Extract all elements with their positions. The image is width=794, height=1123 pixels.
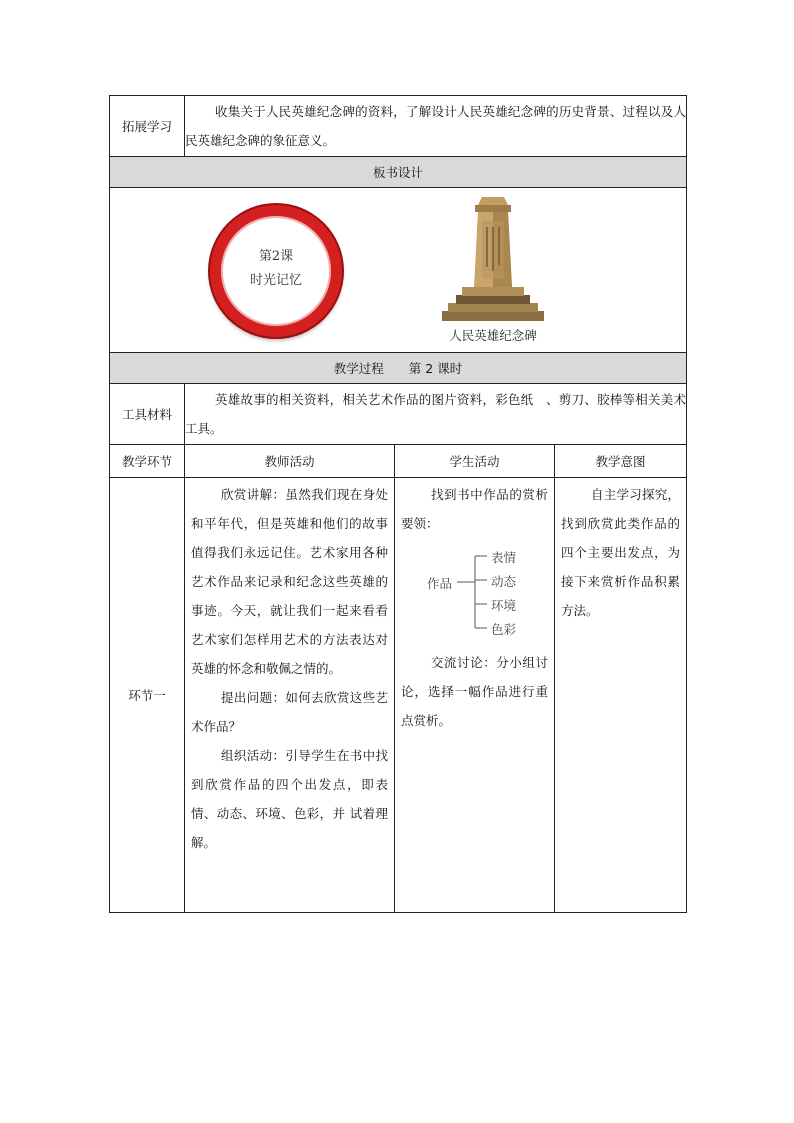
monument-caption: 人民英雄纪念碑 xyxy=(449,328,537,343)
lesson-plan-table xyxy=(109,95,687,913)
teacher-paragraph-3: 组织活动：引导学生在书中找到欣赏作品的四个出发点，即表情、动态、环境、色彩，并 试着理解。 xyxy=(191,748,388,850)
ring-line-2: 时光记忆 xyxy=(249,273,302,288)
stage-row xyxy=(110,478,687,913)
column-header-teacher: 教师活动 xyxy=(185,445,395,478)
diagram-item-expression: 表情 xyxy=(491,550,517,565)
student-paragraph-1: 找到书中作品的赏析要领： xyxy=(401,487,548,531)
tools-label: 工具材料 xyxy=(110,384,185,445)
teacher-paragraph-2: 提出问题：如何去欣赏这些艺术作品？ xyxy=(191,690,388,734)
student-activity-cell xyxy=(395,478,555,913)
diagram-item-environment: 环境 xyxy=(491,598,517,613)
column-header-stage: 教学环节 xyxy=(110,445,185,478)
column-header-student: 学生活动 xyxy=(395,445,555,478)
board-design xyxy=(110,188,686,352)
student-paragraph-2: 交流讨论：分小组讨论，选择一幅作品进行重点赏析。 xyxy=(401,655,548,728)
lesson-title-ring xyxy=(210,205,342,337)
teacher-paragraph-1: 欣赏讲解：虽然我们现在身处和平年代，但是英雄和他们的故事值得我们永远记住。艺术家用各种艺术作品来记录和纪念这些英雄的事迹。今天，就让我们一起来看看艺术家们怎样用艺术的方法表达对英雄的怀念和敬佩之情的。 xyxy=(191,487,388,676)
diagram-item-color: 色彩 xyxy=(491,622,517,637)
intent-paragraph: 自主学习探究，找到欣赏此类作品的四个主要出发点，为接下来赏析作品积累方法。 xyxy=(561,487,681,618)
board-row xyxy=(110,188,687,353)
process-header: 教学过程 第 2 课时 xyxy=(110,353,687,384)
column-header-row xyxy=(110,445,687,478)
ring-line-1: 第2课 xyxy=(258,249,294,264)
appreciation-diagram xyxy=(395,544,554,640)
extend-text: 收集关于人民英雄纪念碑的资料，了解设计人民英雄纪念碑的历史背景、过程以及人民英雄纪念碑的象征意义。 xyxy=(185,96,687,157)
stage-label: 环节一 xyxy=(110,478,185,913)
board-cell xyxy=(110,188,687,353)
teacher-activity-cell xyxy=(185,478,395,913)
process-header-row xyxy=(110,353,687,384)
tools-row xyxy=(110,384,687,445)
column-header-intent: 教学意图 xyxy=(555,445,687,478)
teaching-intent-cell xyxy=(555,478,687,913)
extend-row xyxy=(110,96,687,157)
diagram-brackets xyxy=(395,544,553,640)
extend-label: 拓展学习 xyxy=(110,96,185,157)
tools-text: 英雄故事的相关资料，相关艺术作品的图片资料，彩色纸 、剪刀、胶棒等相关美术工具。 xyxy=(185,384,687,445)
monument-image xyxy=(438,193,548,323)
diagram-root-label: 作品 xyxy=(427,576,453,591)
diagram-item-movement: 动态 xyxy=(491,574,517,589)
board-header: 板书设计 xyxy=(110,157,687,188)
board-header-row xyxy=(110,157,687,188)
